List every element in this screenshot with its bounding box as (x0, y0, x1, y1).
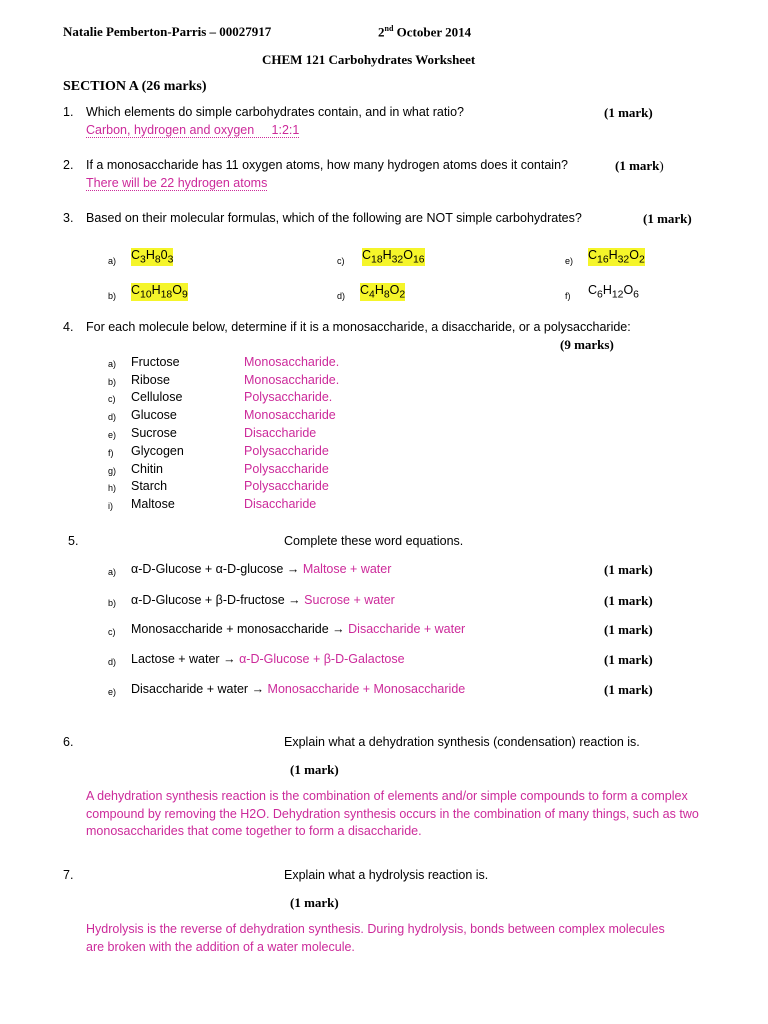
classification-answer: Disaccharide (244, 497, 317, 511)
q1-marks: (1 mark) (604, 105, 653, 120)
student-name: Natalie Pemberton-Parris – 00027917 (63, 24, 272, 39)
equation-answer: Maltose + water (302, 562, 392, 576)
item-letter: c) (108, 394, 116, 404)
q3-option-letter: c) (337, 256, 345, 266)
q2-marks-open: (1 mark (615, 158, 660, 173)
date (378, 24, 471, 40)
q1-answer: Carbon, hydrogen and oxygen 1:2:1 (86, 123, 300, 137)
arrow-icon: → (286, 562, 300, 576)
q4-number: 4. (63, 320, 74, 334)
molecule-name: Sucrose (131, 426, 177, 440)
q3-option-formula: $C_{16}H_{32}O_2$ (588, 248, 645, 266)
q6-marks: (1 mark) (290, 762, 339, 777)
molecule-name: Chitin (131, 461, 163, 476)
q4-text: For each molecule below, determine if it is a monosaccharide, a disaccharide, or a polysaccharide: (86, 320, 631, 334)
classification-answer: Monosaccharide. (244, 355, 340, 369)
equation (131, 593, 395, 607)
item-letter: d) (108, 412, 117, 422)
item-letter: e) (108, 430, 117, 440)
equation-answer: Disaccharide + water (348, 622, 466, 636)
equation-lhs: α-D-Glucose + α-D-glucose (131, 562, 284, 576)
q3-option-formula: $C_{10}H_{18}O_9$ (131, 283, 188, 301)
classification-answer: Monosaccharide. (244, 372, 340, 387)
q5-number: 5. (68, 534, 79, 548)
equation (131, 682, 465, 696)
q3-option-letter: e) (565, 256, 574, 266)
molecule-name: Cellulose (131, 390, 183, 404)
q2-number: 2. (63, 158, 74, 172)
q3-option-letter: b) (108, 291, 117, 301)
item-letter: a) (108, 359, 117, 369)
molecule-name: Starch (131, 479, 168, 493)
q2-marks-close: ) (659, 158, 664, 173)
q6-answer: A dehydration synthesis reaction is the combination of elements and/or simple compounds to form a complex compound by removing the H2O. Dehydration synthesis occurs in the combination of many things, such as two monosaccharides that come together to form a disaccharide. (86, 789, 699, 838)
q3-option-formula: $C_4H_8O_2$ (360, 283, 406, 301)
marks: (1 mark) (604, 682, 653, 697)
classification-answer: Monosaccharide (244, 408, 336, 422)
equation-answer: Sucrose + water (304, 593, 395, 607)
q3-option-letter: a) (108, 256, 117, 266)
item-letter: b) (108, 598, 117, 608)
equation-lhs: Disaccharide + water (131, 682, 249, 696)
q5-text: Complete these word equations. (284, 534, 464, 548)
item-letter: e) (108, 687, 117, 697)
q3-option-letter: d) (337, 291, 346, 301)
classification-answer: Polysaccharide (244, 461, 329, 476)
equation-lhs: α-D-Glucose + β-D-fructose (131, 593, 285, 607)
q6-text: Explain what a dehydration synthesis (condensation) reaction is. (284, 735, 640, 749)
q3-option-letter: f) (565, 291, 571, 301)
classification-answer: Polysaccharide. (244, 390, 333, 404)
marks: (1 mark) (604, 652, 653, 667)
q1-text: Which elements do simple carbohydrates contain, and in what ratio? (86, 105, 464, 119)
equation (131, 622, 465, 636)
q3-text: Based on their molecular formulas, which of the following are NOT simple carbohydrates? (86, 211, 582, 225)
equation (131, 652, 405, 666)
arrow-icon: → (223, 652, 236, 666)
molecule-name: Glycogen (131, 443, 184, 458)
classification-answer: Disaccharide (244, 426, 317, 440)
q3-option-formula: $C_{18}H_{32}O_{16}$ (362, 248, 425, 266)
item-letter: g) (108, 465, 117, 476)
equation-lhs: Monosaccharide + monosaccharide (131, 622, 329, 636)
item-letter: i) (108, 501, 113, 511)
q7-answer: Hydrolysis is the reverse of dehydration synthesis. During hydrolysis, bonds between complex molecules are broken with the addition of a water molecule. (86, 922, 665, 954)
marks: (1 mark) (604, 562, 653, 577)
q7-marks: (1 mark) (290, 895, 339, 910)
arrow-icon: → (288, 593, 301, 607)
q6-number: 6. (63, 735, 74, 749)
classification-answer: Polysaccharide (244, 443, 329, 458)
q7-number: 7. (63, 868, 74, 882)
molecule-name: Glucose (131, 408, 177, 422)
item-letter: f) (108, 447, 114, 458)
q2-marks (615, 158, 664, 174)
q1-number: 1. (63, 105, 74, 119)
arrow-icon: → (251, 682, 265, 696)
item-letter: b) (108, 376, 117, 387)
arrow-icon: → (332, 622, 345, 636)
date-rest: October 2014 (393, 24, 472, 40)
molecule-name: Maltose (131, 497, 175, 511)
q2-answer: There will be 22 hydrogen atoms (86, 176, 268, 190)
item-letter: d) (108, 657, 117, 667)
item-letter: a) (108, 567, 117, 577)
q3-option-formula: $C_3H_80_3$ (131, 248, 174, 266)
q3-number: 3. (63, 211, 74, 225)
q2-text: If a monosaccharide has 11 oxygen atoms, how many hydrogen atoms does it contain? (86, 158, 568, 172)
equation-lhs: Lactose + water (131, 652, 220, 666)
equation (131, 562, 391, 576)
marks: (1 mark) (604, 593, 653, 608)
q3-marks: (1 mark) (643, 211, 692, 226)
q4-marks: (9 marks) (560, 337, 614, 352)
section-heading: SECTION A (26 marks) (63, 79, 207, 94)
equation-answer: α-D-Glucose + β-D-Galactose (239, 652, 405, 666)
item-letter: h) (108, 483, 117, 493)
item-letter: c) (108, 627, 116, 637)
worksheet-title: CHEM 121 Carbohydrates Worksheet (262, 52, 476, 67)
date-suffix: nd (384, 24, 394, 33)
date-day: 2 (378, 24, 385, 40)
classification-answer: Polysaccharide (244, 479, 329, 493)
equation-answer: Monosaccharide + Monosaccharide (267, 682, 466, 696)
molecule-name: Ribose (131, 372, 170, 387)
marks: (1 mark) (604, 622, 653, 637)
molecule-name: Fructose (131, 355, 180, 369)
q3-option-formula: $C_6H_{12}O_6$ (588, 283, 639, 301)
q7-text: Explain what a hydrolysis reaction is. (284, 868, 489, 882)
